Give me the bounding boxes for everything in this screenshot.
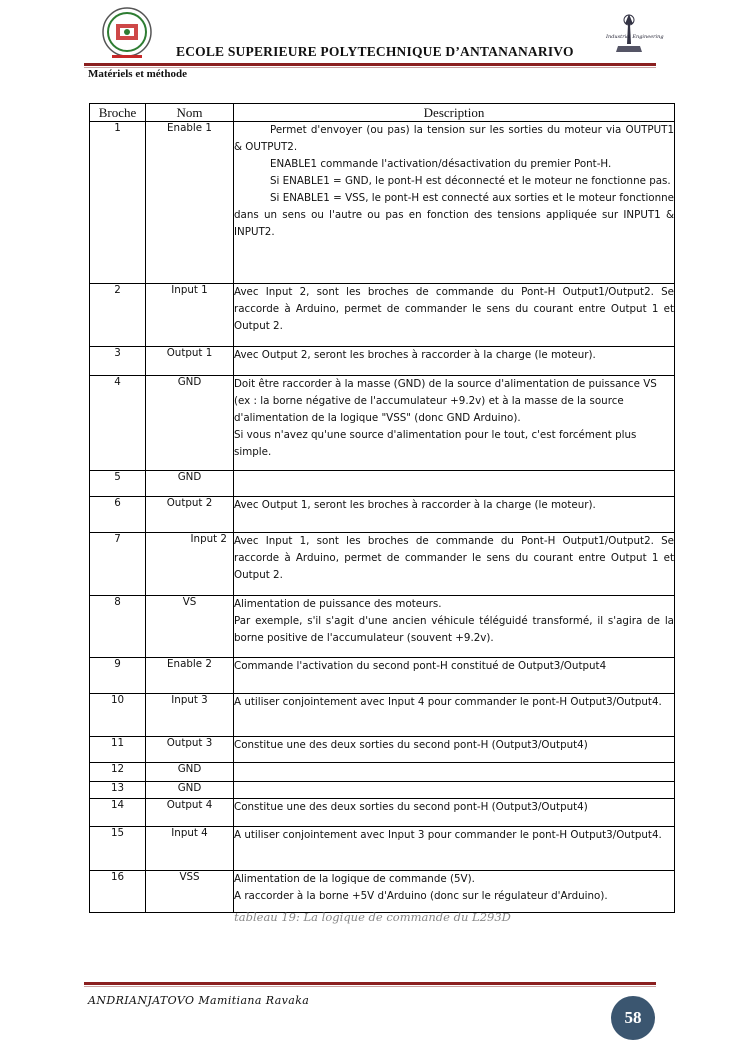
pin-description [234,376,675,471]
table-row [90,782,675,799]
pin-description [234,122,675,284]
pin-description [234,497,675,533]
pin-number: 14 [90,799,146,827]
description-line: Avec Output 2, seront les broches à raccorder à la charge (le moteur). [234,349,596,361]
description-line: Permet d'envoyer (ou pas) la tension sur les sorties du moteur via OUTPUT1 & OUTPUT2. [234,124,674,153]
table-row [90,827,675,871]
pin-name: Output 2 [146,497,234,533]
table-row [90,799,675,827]
table-row [90,596,675,658]
pin-name [146,533,234,596]
pin-name: GND [146,376,234,471]
description-line: Constitue une des deux sorties du second pont-H (Output3/Output4) [234,801,588,813]
description-line: Si ENABLE1 = GND, le pont-H est déconnecté et le moteur ne fonctionne pas. [270,175,671,187]
pin-number: 16 [90,871,146,913]
pin-name: Output 3 [146,737,234,763]
pin-description [234,799,675,827]
pin-number: 13 [90,782,146,799]
header-description: Description [234,104,675,122]
table-row [90,763,675,782]
pin-name: GND [146,782,234,799]
pin-number: 5 [90,471,146,497]
description-line: Commande l'activation du second pont-H constitué de Output3/Output4 [234,660,607,672]
description-line: Si vous n'avez qu'une source d'alimentation pour le tout, c'est forcément plus simple. [234,429,637,458]
pin-number: 7 [90,533,146,596]
description-line: Par exemple, s'il s'agit d'une ancien véhicule téléguidé transformé, il s'agira de la borne positive de l'accumulateur (souvent +9.2v). [234,615,674,644]
description-line: Si ENABLE1 = VSS, le pont-H est connecté aux sorties et le moteur fonctionne dans un sens ou l'autre ou pas en fonction des tensions appliquée sur INPUT1 & INPUT2. [234,192,674,238]
description-line: Constitue une des deux sorties du second pont-H (Output3/Output4) [234,739,588,751]
table-row [90,737,675,763]
pin-name: Output 4 [146,799,234,827]
pin-name: Input 3 [146,694,234,737]
pin-number: 4 [90,376,146,471]
section-title: Matériels et méthode [88,68,187,80]
table-row [90,533,675,596]
pin-name: VS [146,596,234,658]
pin-description [234,871,675,913]
description-line: A raccorder à la borne +5V d'Arduino (donc sur le régulateur d'Arduino). [234,890,608,902]
table-row [90,376,675,471]
logo-text: Industrial Engineering [606,34,664,40]
description-line: Avec Output 1, seront les broches à raccorder à la charge (le moteur). [234,499,596,511]
header-rule [84,63,656,66]
footer-rule-thin [84,986,656,987]
school-name: ECOLE SUPERIEURE POLYTECHNIQUE D’ANTANANARIVO [176,44,574,59]
pin-number: 15 [90,827,146,871]
pin-description [234,284,675,347]
pin-description [234,533,675,596]
pin-description [234,658,675,694]
pin-name: VSS [146,871,234,913]
pin-number: 8 [90,596,146,658]
pin-name: Enable 1 [146,122,234,284]
pin-description [234,782,675,799]
table-row [90,658,675,694]
pin-name: Input 4 [146,827,234,871]
pin-number: 6 [90,497,146,533]
table-row [90,694,675,737]
pin-description [234,596,675,658]
description-line: Avec Input 2, sont les broches de commande du Pont-H Output1/Output2. Se raccorde à Arduino, permet de commander le sens du courant entre Output 1 et Output 2. [234,286,674,332]
pin-name: GND [146,471,234,497]
table-row [90,284,675,347]
pin-number: 11 [90,737,146,763]
page-number: 58 [611,996,655,1040]
pin-description [234,694,675,737]
pin-table [89,103,675,913]
pin-number: 1 [90,122,146,284]
table-header-row [90,104,675,122]
table-row [90,471,675,497]
pin-description [234,347,675,376]
pin-name-text: Input 2 [190,533,227,545]
table-row [90,497,675,533]
table-row [90,871,675,913]
department-logo [604,10,664,58]
pin-description [234,737,675,763]
pin-number: 3 [90,347,146,376]
pin-name: Enable 2 [146,658,234,694]
description-line: Doit être raccorder à la masse (GND) de la source d'alimentation de puissance VS (ex : la borne négative de l'accumulateur +9.2v) et à la masse de la source d'alimentation de la logique "VSS" (donc GND Arduino). [234,378,657,424]
pin-number: 2 [90,284,146,347]
pin-name: Output 1 [146,347,234,376]
description-line: A utiliser conjointement avec Input 4 pour commander le pont-H Output3/Output4. [234,696,662,708]
table-row [90,122,675,284]
table-caption: tableau 19: La logique de commande du L293D [234,910,511,924]
pin-name: Input 1 [146,284,234,347]
pin-number: 10 [90,694,146,737]
description-line: A utiliser conjointement avec Input 3 pour commander le pont-H Output3/Output4. [234,829,662,841]
pin-name: GND [146,763,234,782]
description-line: Avec Input 1, sont les broches de commande du Pont-H Output1/Output2. Se raccorde à Arduino, permet de commander le sens du courant entre Output 1 et Output 2. [234,535,674,581]
pin-number: 12 [90,763,146,782]
footer-rule [84,982,656,985]
table-row [90,347,675,376]
pin-description [234,827,675,871]
header-broche: Broche [90,104,146,122]
pin-description [234,763,675,782]
description-line: Alimentation de puissance des moteurs. [234,598,442,610]
pin-number: 9 [90,658,146,694]
school-logo [98,6,156,62]
author-name: ANDRIANJATOVO Mamitiana Ravaka [88,994,310,1007]
header-nom: Nom [146,104,234,122]
pin-description [234,471,675,497]
description-line: Alimentation de la logique de commande (5V). [234,873,475,885]
description-line: ENABLE1 commande l'activation/désactivation du premier Pont-H. [270,158,612,170]
